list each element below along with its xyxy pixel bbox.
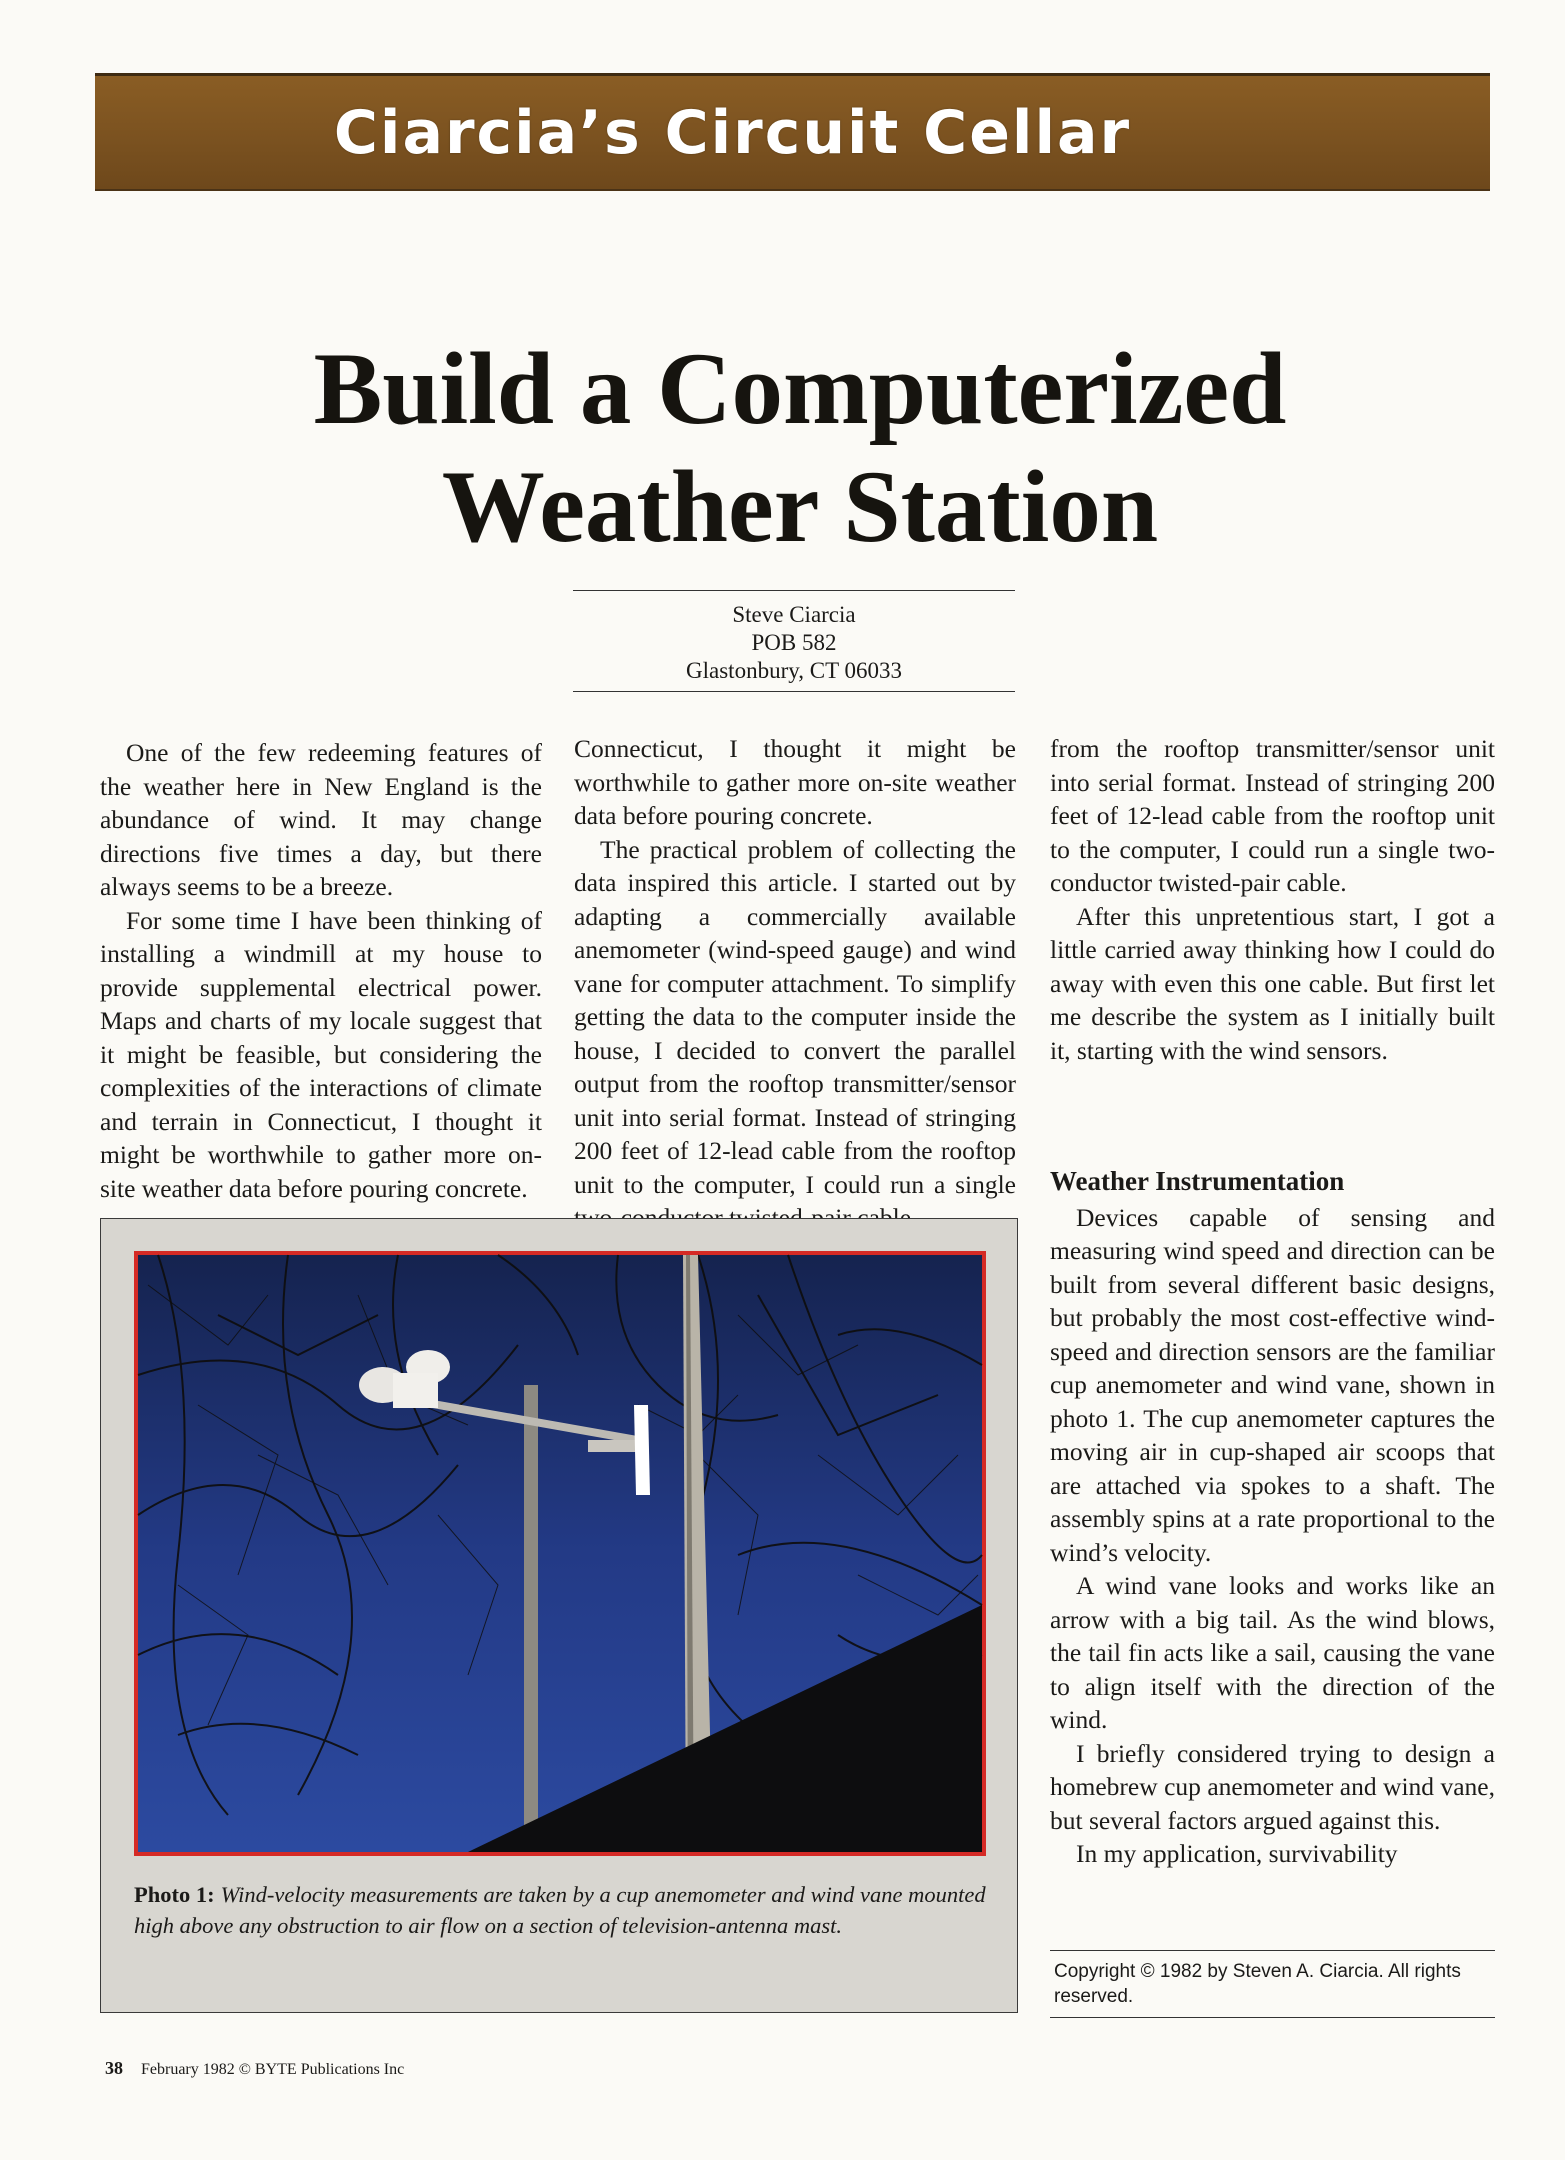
photo-1 <box>134 1251 986 1856</box>
paragraph-3: The practical problem of collecting the data inspired this article. I started out by adapting a commercially available anemometer (wind-speed gauge) and wind vane for computer attachment. To simplify getting the data to the computer inside the house, I decided to convert the parallel output from the rooftop transmitter/sensor unit into serial format. Instead of stringing 200 feet of 12-lead cable from the rooftop unit to the computer, I could run a single <box>574 834 1016 1199</box>
paragraph-5: Devices capable of sensing and measuring wind speed and direction can be built from several different basic designs, but probably the most cost-effective wind-speed and direction sensors are the familiar cup anemometer and wind vane, shown in photo 1. The cup anemometer captures the moving air in cup-shaped air scoops that are attached via spokes to a shaft. The assembly spins at a rate proportional to the wind’s velocity. <box>1050 1202 1495 1567</box>
column-3-lower <box>1050 1165 1495 1871</box>
photo-illustration <box>138 1255 982 1852</box>
title-line-1: Build a Computerized <box>313 332 1287 446</box>
section-banner <box>95 73 1490 191</box>
subhead: Weather Instrumentation <box>1050 1166 1345 1196</box>
column-3 <box>1050 732 1495 1067</box>
photo-caption-text: Wind-velocity measurements are taken by a cup anemometer and wind vane mounted high above any obstruction to air flow on a section of television-antenna mast. <box>134 1882 986 1938</box>
page-number: 38 <box>105 2058 123 2078</box>
banner-title: Ciarcia’s Circuit Cellar <box>333 97 1132 168</box>
copyright-notice: Copyright © 1982 by Steven A. Ciarcia. All rights reserved. <box>1050 1950 1495 2018</box>
paragraph-8: In my application, survivability <box>1076 1839 1398 1868</box>
author-block <box>573 590 1015 692</box>
author-city: Glastonbury, CT 06033 <box>686 658 902 683</box>
article-title <box>200 330 1400 566</box>
paragraph-1: One of the few redeeming features of the weather here in New England is the abundance of wind. It may change directions five times a day, but there always seems to be a breeze. <box>100 738 542 901</box>
column-2 <box>574 732 1016 1199</box>
title-line-2: Weather Station <box>441 450 1159 564</box>
paragraph-2-cont: Connecticut, I thought it might be worthwhile to gather more on-site weather data before pouring concrete. <box>574 734 1016 830</box>
author-box: POB 582 <box>751 630 837 655</box>
photo-label: Photo 1: <box>134 1882 215 1907</box>
paragraph-4: After this unpretentious start, I got a little carried away thinking how I could do away with even this one cable. But first let me describe the system as I initially built it, starting with the wind sensors. <box>1050 901 1495 1065</box>
paragraph-3-cont: from the rooftop transmitter/sensor unit into serial format. Instead of stringing 200 feet of 12-lead cable from the rooftop unit to the computer, I could run a single two-conductor twisted-pair cable. <box>1050 734 1495 897</box>
paragraph-6: A wind vane looks and works like an arrow with a big tail. As the wind blows, the tail fin acts like a sail, causing the vane to align itself with the direction of the wind. <box>1050 1571 1495 1734</box>
column-1 <box>100 736 542 1203</box>
photo-caption <box>134 1879 986 1941</box>
author-name: Steve Ciarcia <box>732 602 856 627</box>
photo-box <box>100 1218 1018 2013</box>
paragraph-7: I briefly considered trying to design a homebrew cup anemometer and wind vane, but several factors argued against this. <box>1050 1738 1495 1835</box>
footer-line: February 1982 © BYTE Publications Inc <box>141 2061 405 2078</box>
paragraph-2: For some time I have been thinking of installing a windmill at my house to provide supplemental electrical power. Maps and charts of my locale suggest that it might be feasible, but considering the complexities of the interactions of climate and terrain in Connecticut, I thought it might be worthwhile to gather more on-site weather data before pouring concrete. <box>100 905 542 1203</box>
page-footer <box>105 2058 404 2079</box>
